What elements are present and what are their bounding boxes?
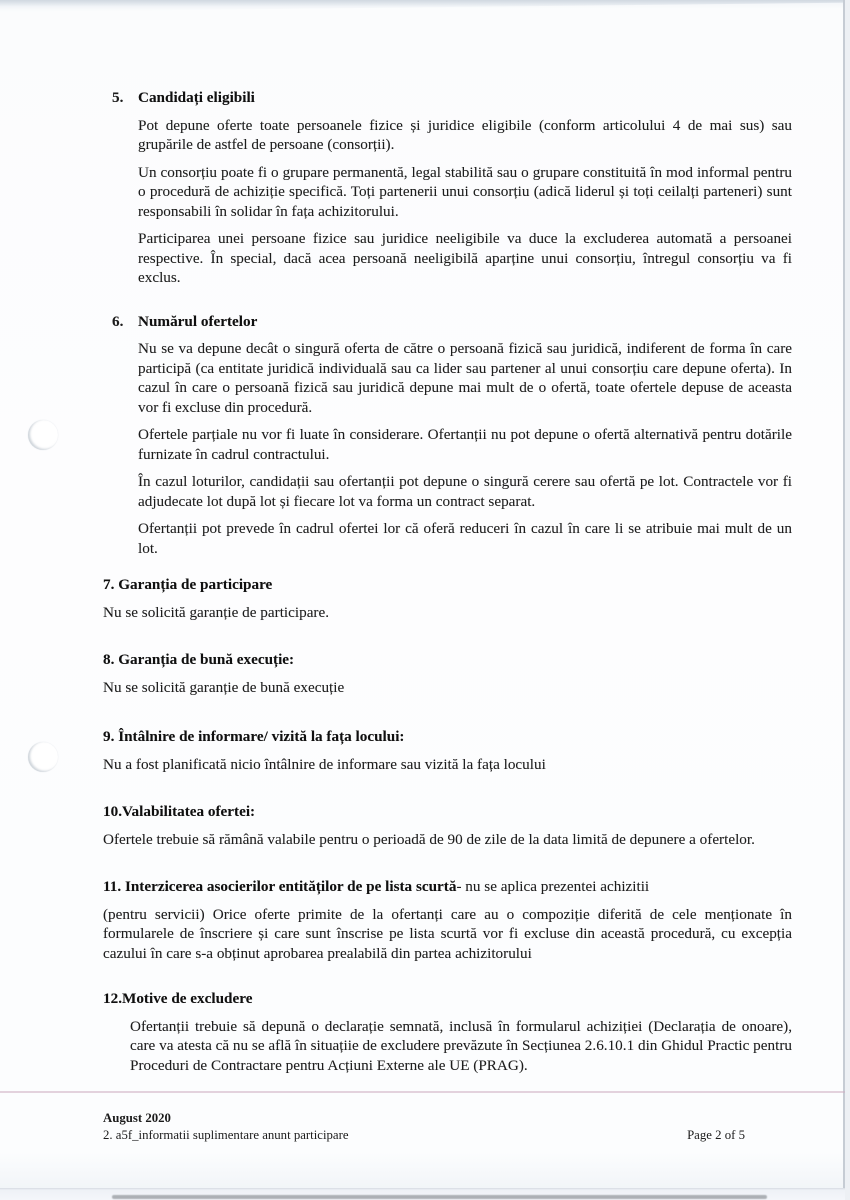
section-number: 5. <box>112 89 124 106</box>
section-heading <box>103 650 792 670</box>
scan-bottom-bar <box>112 1195 767 1199</box>
paragraph: Nu se solicită garanție de participare. <box>103 603 330 621</box>
paragraph: Ofertele trebuie să rămână valabile pentru o perioadă de 90 de zile de la data limită de depunere a ofertelor. <box>103 830 755 848</box>
section-motive-excludere <box>103 989 792 1075</box>
section-heading <box>103 877 792 897</box>
section-title: 8. Garanția de bună execuție: <box>103 651 295 668</box>
footer-page-number: Page 2 of 5 <box>687 1127 745 1142</box>
footer-doc-ref: 2. a5f_informatii suplimentare anunt participare <box>103 1127 349 1142</box>
page-footer <box>103 1110 745 1143</box>
section-heading: Candidați eligibili <box>138 89 255 106</box>
section-title: 12.Motive de excludere <box>103 990 253 1007</box>
section-number: 6. <box>112 312 124 330</box>
paragraph: Ofertele parțiale nu vor fi luate în considerare. Ofertanții nu pot depune o ofertă alternativă pentru dotările furnizate în cadrul contractului. <box>138 426 792 463</box>
section-intalnire-informare <box>103 727 792 774</box>
scan-pink-line <box>0 1091 845 1093</box>
section-numarul-ofertelor <box>112 312 792 559</box>
section-body <box>138 339 792 558</box>
section-garantia-participare <box>103 575 792 622</box>
section-title: 9. Întâlnire de informare/ vizită la fața locului: <box>103 728 405 745</box>
paragraph: Nu a fost planificată nicio întâlnire de informare sau vizită la fața locului <box>103 755 546 773</box>
section-candidati-eligibili <box>112 88 792 288</box>
section-valabilitatea-ofertei <box>103 802 792 849</box>
section-title: 10.Valabilitatea ofertei: <box>103 803 256 820</box>
paragraph: Ofertanții trebuie să depună o declarație semnată, inclusă în formularul achiziției (Declarația de onoare), care va atesta că nu se află în situațiie de excludere prevăzute în Secțiunea 2.6.10.1 din Ghidul Practic pentru Proceduri de Contractare pentru Acțiuni Externe ale UE (PRAG). <box>130 1017 792 1074</box>
section-heading <box>103 727 792 747</box>
paragraph: În cazul loturilor, candidații sau ofertanții pot depune o singură cerere sau ofertă pe lot. Contractele vor fi adjudecate lot după lot și fiecare lot va forma un contract separat. <box>138 473 792 510</box>
section-body <box>138 116 792 288</box>
section-garantia-buna-executie <box>103 650 792 697</box>
paragraph: Participarea unei persoane fizice sau juridice neeligibile va duce la excluderea automată a persoanei respective. În special, dacă acea persoană neeligibilă aparține unui consorțiu, întregul consorțiu va fi exclus. <box>138 230 792 286</box>
paragraph: Un consorțiu poate fi o grupare permanentă, legal stabilită sau o grupare constituită în mod informal pentru o procedură de achiziție specifică. Toți partenerii unui consorțiu (adică liderul și toți ceilalți parteneri) sunt responsabili în solidar în fața achizitorului. <box>138 163 792 220</box>
section-title-suffix: - nu se aplica prezentei achizitii <box>456 878 650 895</box>
section-title: 7. Garanția de participare <box>103 576 273 593</box>
section-heading <box>103 575 792 595</box>
paragraph: Ofertanții pot prevede în cadrul ofertei lor că oferă reduceri în cazul în care li se atribuie mai mult de un lot. <box>138 520 792 557</box>
paragraph: Pot depune oferte toate persoanele fizice și juridice eligibile (conform articolului 4 de mai sus) sau grupările de astfel de persoane (consorții). <box>138 116 792 153</box>
section-interzicerea-asocierilor <box>103 877 792 963</box>
section-heading: Numărul ofertelor <box>138 312 258 330</box>
section-heading <box>103 989 792 1009</box>
paragraph: Nu se solicită garanție de bună execuție <box>103 678 345 696</box>
paragraph: (pentru servicii) Orice oferte primite de la ofertanți care au o compoziție diferită de cele menționate în formularele de înscriere și care sunt înscrise pe lista scurtă vor fi excluse din această procedură, cu excepția cazului în care s-a obținut aprobarea prealabilă din partea achizitorului <box>103 905 792 962</box>
section-title: 11. Interzicerea asocierilor entităților de pe lista scurtă <box>103 878 457 895</box>
footer-date: August 2020 <box>103 1111 171 1125</box>
section-heading <box>103 802 792 822</box>
paragraph: Nu se va depune decât o singură oferta de către o persoană fizică sau juridică, indiferent de forma în care participă (ca entitate juridică individuală sau ca lider sau partener al unui consorțiu care depune oferta). In cazul în care o persoană fizică sau juridică depune mai mult de o ofertă, toate ofertele depuse de aceasta vor fi excluse din procedură. <box>138 340 792 416</box>
